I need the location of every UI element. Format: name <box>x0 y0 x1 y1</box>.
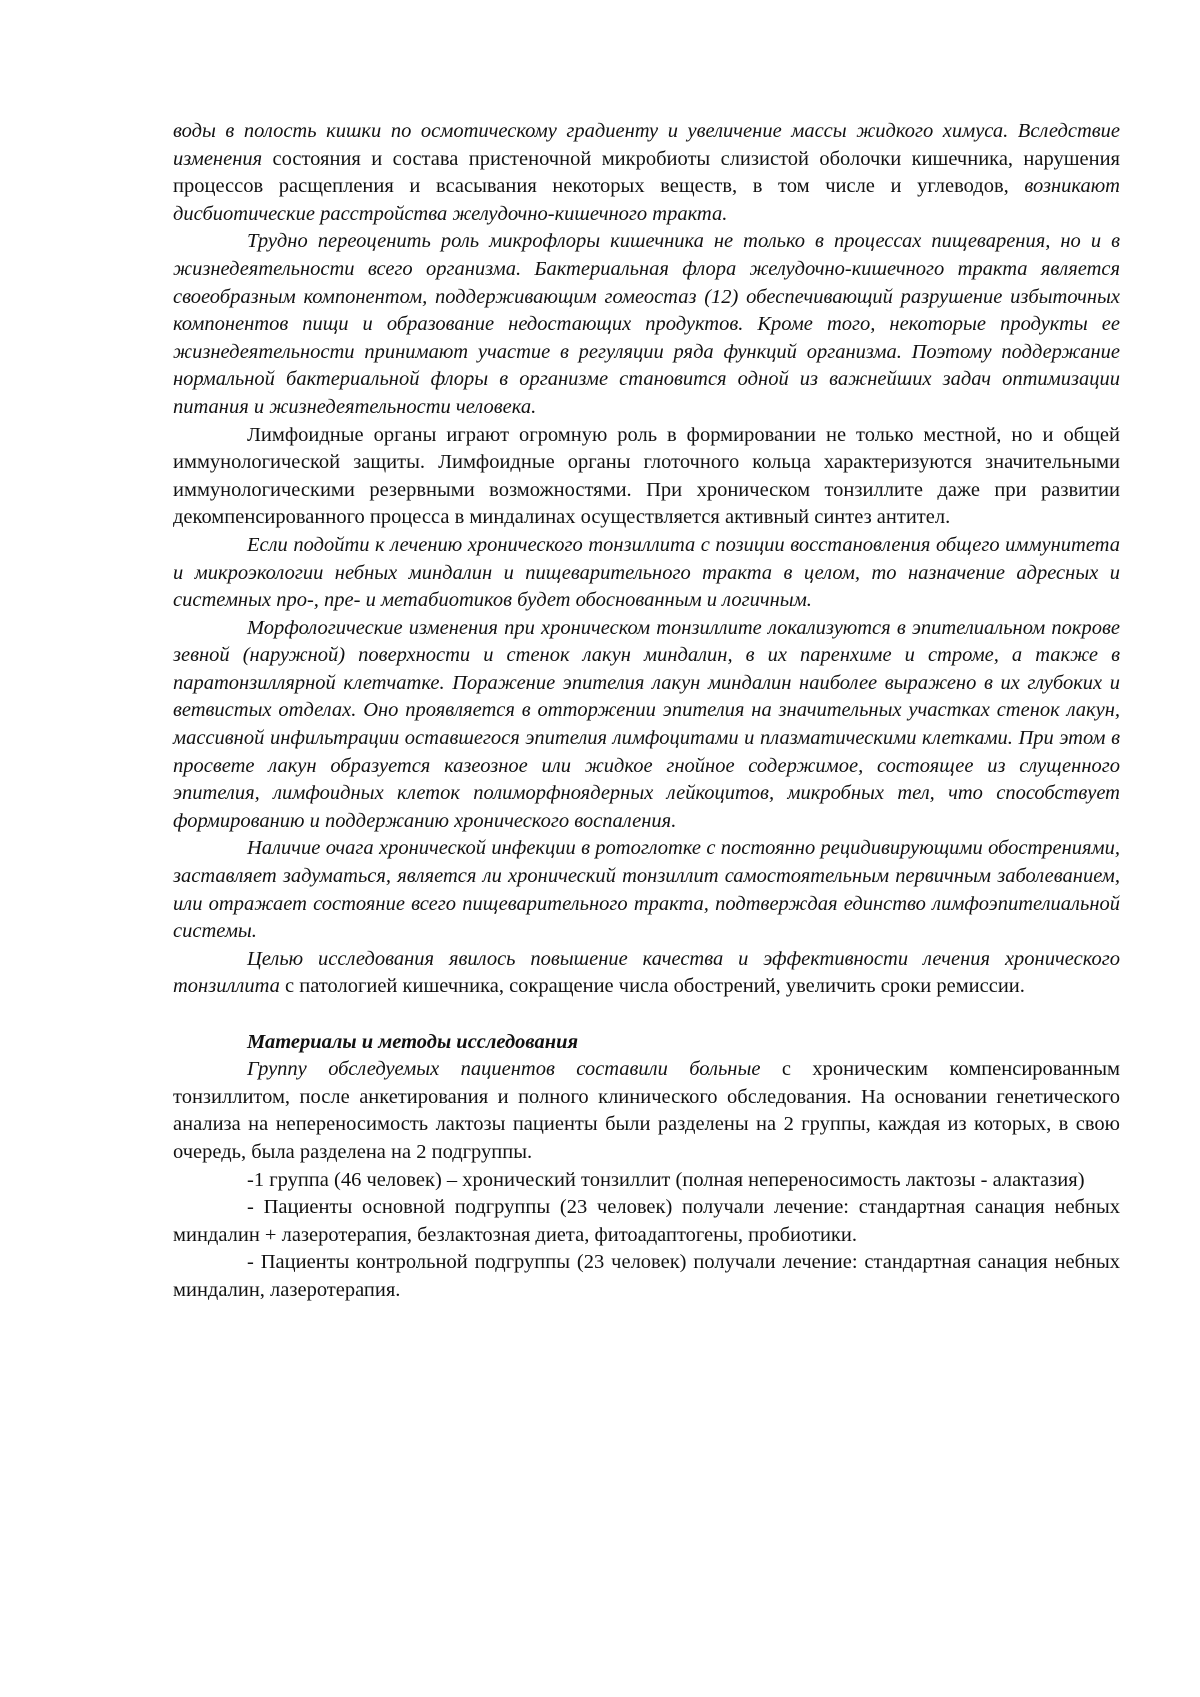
list-item-control-subgroup: - Пациенты контрольной подгруппы (23 человек) получали лечение: стандартная санация небных миндалин, лазеротерапия. <box>173 1251 1120 1301</box>
paragraph-text-italic: воды в полость кишки по осмотическому градиенту и увеличение массы жидкого химуса. Вследствие изменения <box>173 120 1120 170</box>
paragraph-study-goal <box>173 946 1120 1001</box>
paragraph-microflora-role: Трудно переоценить роль микрофлоры кишечника не только в процессах пищеварения, но и в жизнедеятельности всего организма. Бактериальная флора желудочно-кишечного тракта является своеобразным компонентом, поддерживающим гомеостаз (12) обеспечивающий разрушение избыточных компонентов пищи и образование недостающих продуктов. Кроме того, некоторые продукты ее жизнедеятельности принимают участие в регуляции ряда функций организма. Поэтому поддержание нормальной бактериальной флоры в организме становится одной из важнейших задач оптимизации питания и жизнедеятельности человека. <box>173 230 1120 418</box>
paragraph-chronic-infection: Наличие очага хронической инфекции в ротоглотке с постоянно рецидивирующими обострениями, заставляет задуматься, является ли хронический тонзиллит самостоятельным первичным заболеванием, или отражает состояние всего пищеварительного тракта, подтверждая единство лимфоэпителиальной системы. <box>173 837 1120 943</box>
paragraph-morphological-changes: Морфологические изменения при хроническом тонзиллите локализуются в эпителиальном покрове зевной (наружной) поверхности и стенок лакун миндалин, в их паренхиме и строме, а также в паратонзиллярной клетчатке. Поражение эпителия лакун миндалин наиболее выражено в их глубоких и ветвистых отделах. Оно проявляется в отторжении эпителия на значительных участках стенок лакун, массивной инфильтрации оставшегося эпителия лимфоцитами и плазматическими клетками. При этом в просвете лакун образуется казеозное или жидкое гнойное содержимое, состоящее из слущенного эпителия, лимфоидных клеток полиморфноядерных лейкоцитов, микробных тел, что способствует формированию и поддержанию хронического воспаления. <box>173 616 1120 832</box>
paragraph-text: с патологией кишечника, сокращение числа обострений, увеличить сроки ремиссии. <box>279 975 1025 998</box>
paragraph-dysbiosis <box>173 118 1120 228</box>
paragraph-patient-groups <box>173 1056 1120 1166</box>
list-item-main-subgroup: - Пациенты основной подгруппы (23 человек) получали лечение: стандартная санация небных миндалин + лазеротерапия, безлактозная диета, фитоадаптогены, пробиотики. <box>173 1196 1120 1246</box>
paragraph-treatment-approach: Если подойти к лечению хронического тонзиллита с позиции восстановления общего иммунитета и микроэкологии небных миндалин и пищеварительного тракта в целом, то назначение адресных и системных про-, пре- и метабиотиков будет обоснованным и логичным. <box>173 533 1120 612</box>
paragraph-text-italic: Целью исследования явилось повышение качества и эффективности лечения хронического тонзиллита <box>173 947 1120 998</box>
paragraph-text: состояния и состава пристеночной микробиоты слизистой оболочки кишечника, нарушения процессов расщепления и всасывания некоторых веществ, в том числе и углеводов, <box>173 147 1120 198</box>
section-heading-materials-methods: Материалы и методы исследования <box>247 1030 579 1053</box>
paragraph-text: с хроническим компенсированным тонзиллитом, после анкетирования и полного клинического обследования. На основании генетического анализа на непереносимость лактозы пациенты были разделены на 2 группы, каждая из которых, в свою очередь, была разделена на 2 подгруппы. <box>173 1058 1120 1163</box>
paragraph-lymphoid-organs: Лимфоидные органы играют огромную роль в формировании не только местной, но и общей иммунологической защиты. Лимфоидные органы глоточного кольца характеризуются значительными иммунологическими резервными возможностями. При хроническом тонзиллите даже при развитии декомпенсированного процесса в миндалинах осуществляется активный синтез антител. <box>173 423 1120 529</box>
paragraph-text-italic: возникают дисбиотические расстройства желудочно-кишечного тракта. <box>173 175 1120 225</box>
paragraph-text-italic: Группу обследуемых пациентов составили больные <box>247 1058 761 1081</box>
list-item-group-1: -1 группа (46 человек) – хронический тонзиллит (полная непереносимость лактозы - алактазия) <box>247 1168 1085 1191</box>
document-body <box>173 118 1120 1305</box>
